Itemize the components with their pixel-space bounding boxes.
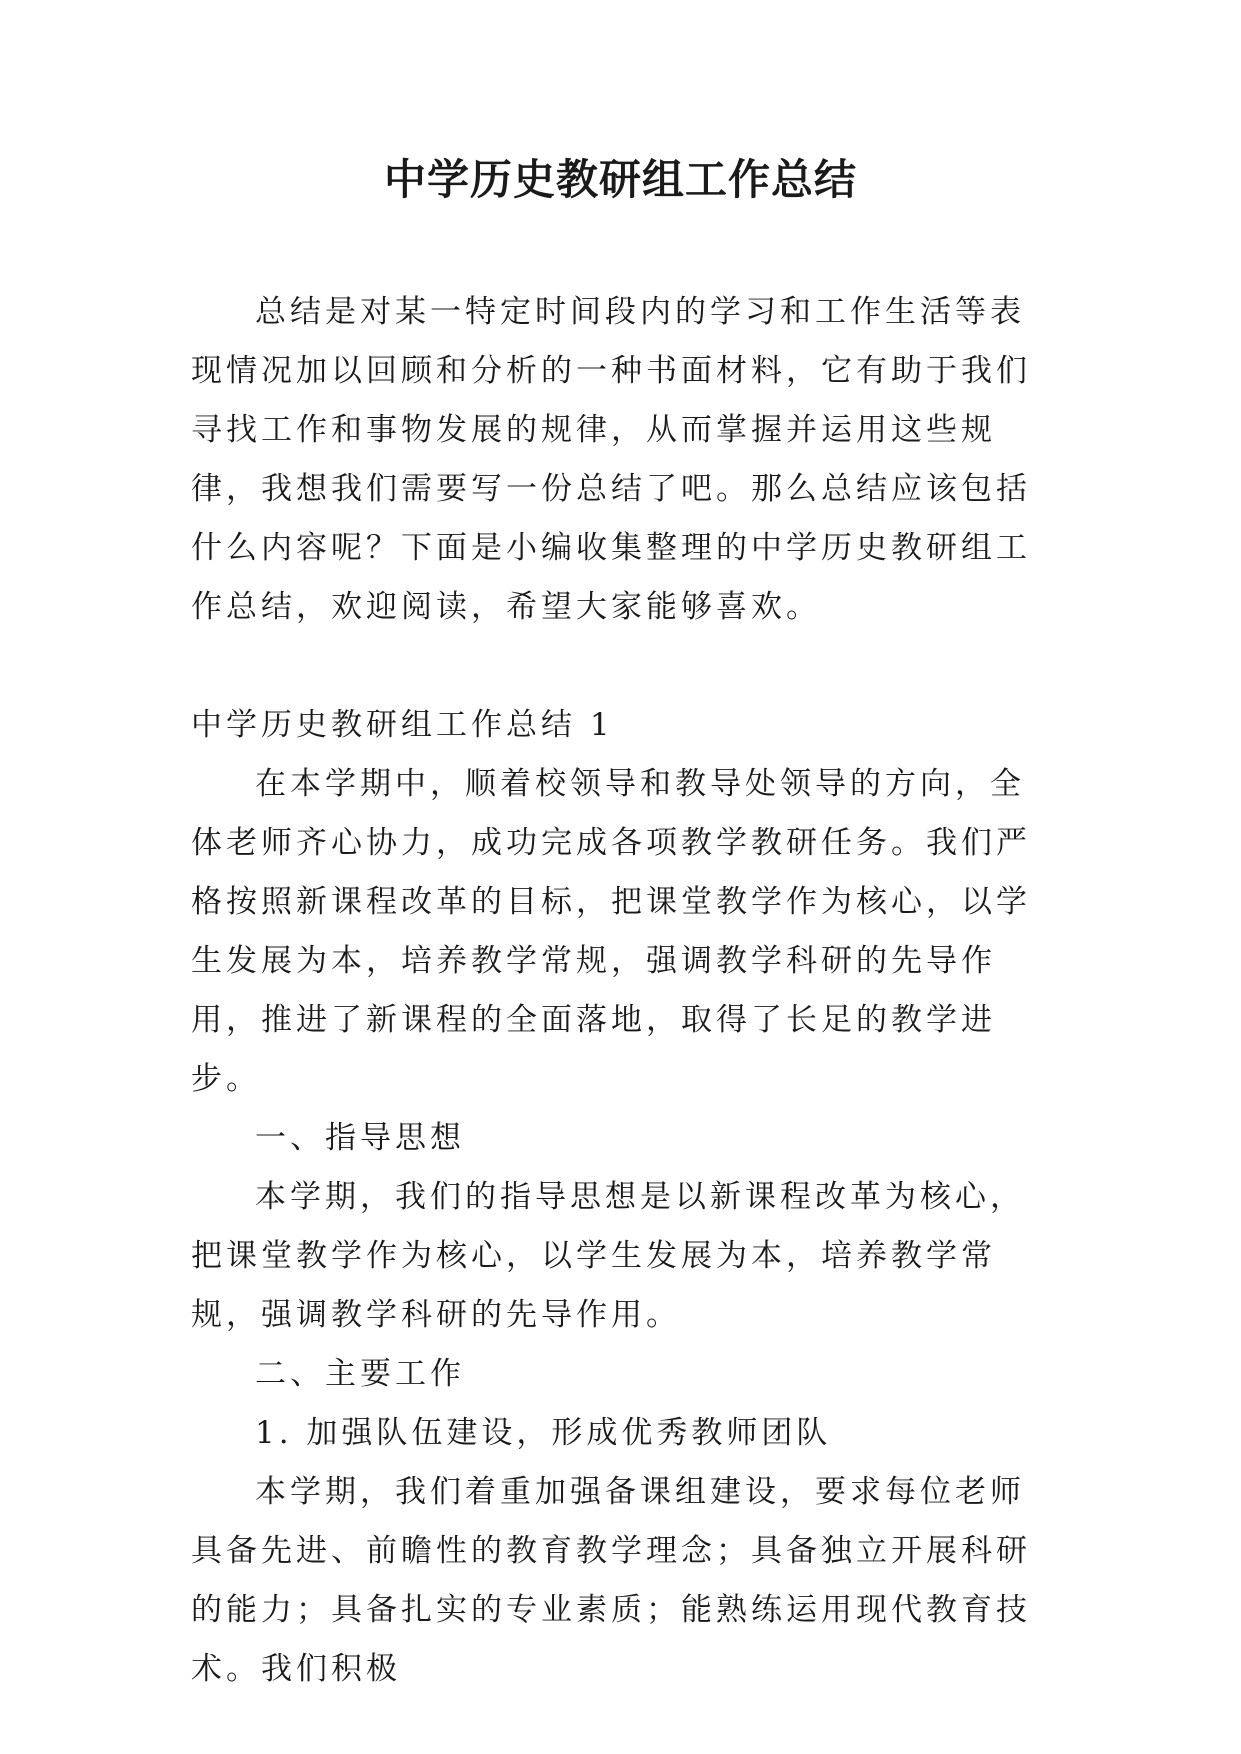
section-paragraph: 在本学期中，顺着校领导和教导处领导的方向，全体老师齐心协力，成功完成各项教学教研任务。我们严格按照新课程改革的目标，把课堂教学作为核心，以学生发展为本，培养教学常规，强调教学科研的先导作用，推进了新课程的全面落地，取得了长足的教学进步。 xyxy=(191,766,1031,1097)
guiding-thought-paragraph: 本学期，我们的指导思想是以新课程改革为核心，把课堂教学作为核心，以学生发展为本，培养教学常规，强调教学科研的先导作用。 xyxy=(191,1179,1025,1333)
document-title: 中学历史教研组工作总结 xyxy=(383,155,857,204)
heading-guiding-thought: 一、指导思想 xyxy=(255,1120,465,1156)
subheading-team-building: 1. 加强队伍建设，形成优秀教师团队 xyxy=(255,1415,832,1451)
paragraph-spacer xyxy=(191,637,1051,696)
section-title: 中学历史教研组工作总结 1 xyxy=(191,707,614,743)
intro-paragraph: 总结是对某一特定时间段内的学习和工作生活等表现情况加以回顾和分析的一种书面材料，它有助于我们寻找工作和事物发展的规律，从而掌握并运用这些规律，我想我们需要写一份总结了吧。那么总结应该包括什么内容呢？下面是小编收集整理的中学历史教研组工作总结，欢迎阅读，希望大家能够喜欢。 xyxy=(191,294,1031,625)
team-building-paragraph: 本学期，我们着重加强备课组建设，要求每位老师具备先进、前瞻性的教育教学理念；具备独立开展科研的能力；具备扎实的专业素质；能熟练运用现代教育技术。我们积极 xyxy=(191,1474,1031,1687)
document-body xyxy=(191,283,1051,1699)
heading-main-work: 二、主要工作 xyxy=(255,1356,465,1392)
